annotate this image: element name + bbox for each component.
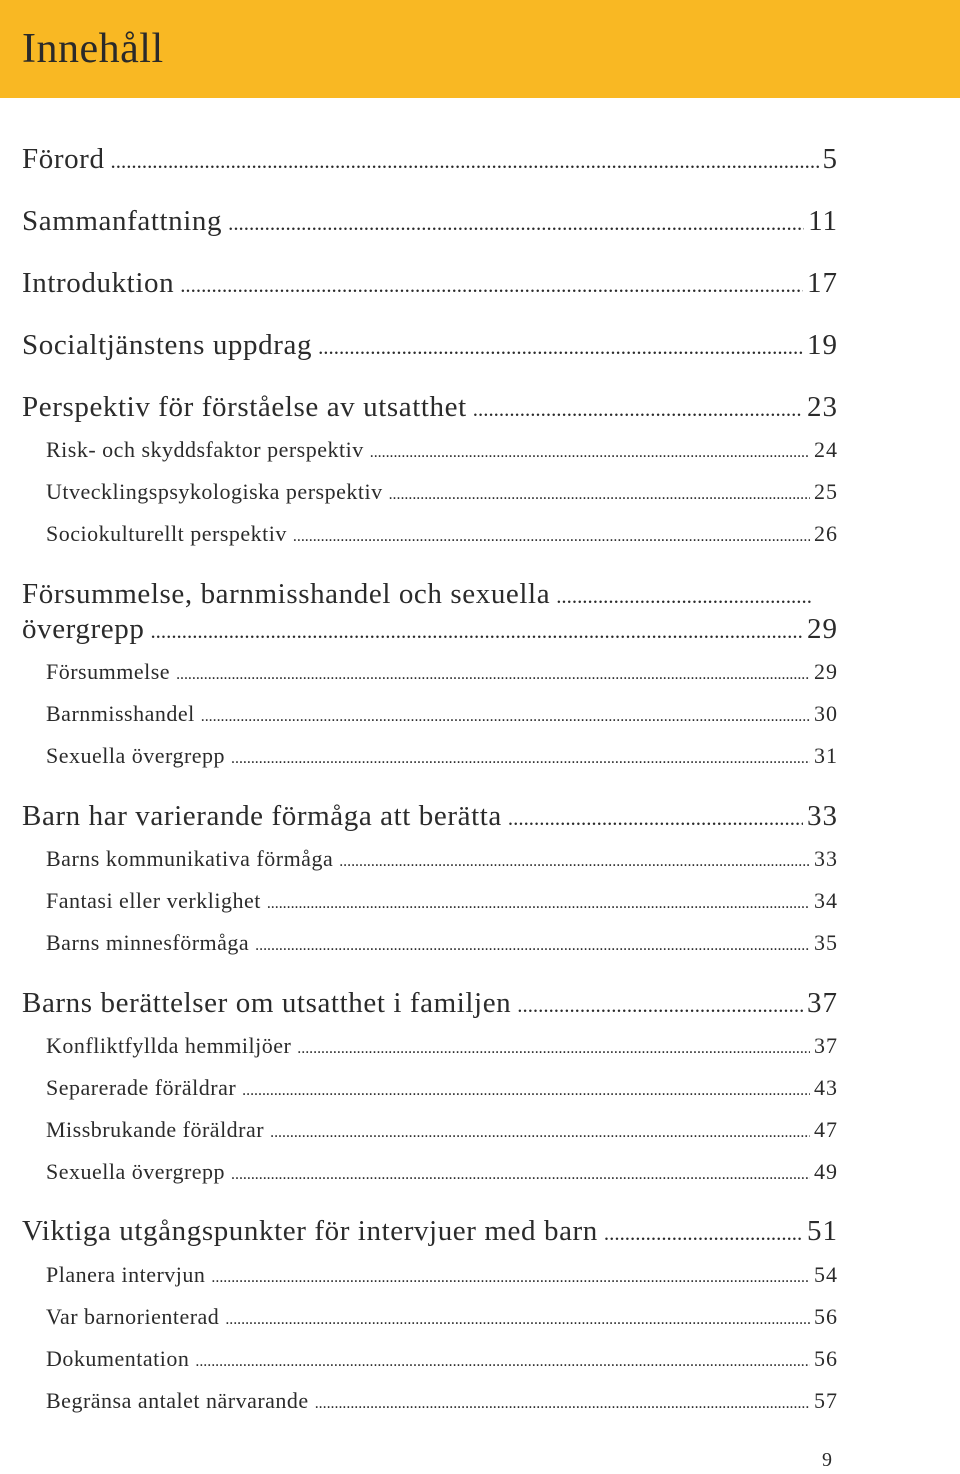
toc-subentry-sociokulturellt[interactable] [46,521,838,547]
toc-entry-label: Viktiga utgångspunkter för intervjuer med barn [22,1215,598,1247]
toc-entry-page: 17 [807,267,838,299]
toc-subentry-barnorienterad[interactable] [46,1304,838,1330]
dot-leader [150,619,803,644]
toc-entry-page: 19 [807,329,838,361]
toc-entry-label: Konfliktfyllda hemmiljöer [46,1033,292,1058]
toc-subentry-missbrukande[interactable] [46,1117,838,1143]
toc-entry-label: Sammanfattning [22,205,223,237]
toc-entry-page: 35 [814,930,838,955]
toc-entry-label: Var barnorienterad [46,1304,220,1329]
dot-leader [389,486,810,504]
toc-entry-label: Dokumentation [46,1346,190,1371]
toc-entry-page: 29 [807,613,838,645]
dot-leader [231,1166,810,1184]
toc-entry-label: Sociokulturellt perspektiv [46,521,287,546]
toc-entry-page: 51 [807,1215,838,1247]
toc-entry-label: Planera intervjun [46,1262,206,1287]
toc-entry-label: Barns berättelser om utsatthet i familjen [22,987,512,1019]
toc-subentry-sexuella-overgrepp[interactable] [46,743,838,769]
toc-entry-label: Separerade föräldrar [46,1075,237,1100]
toc-entry-label: Sexuella övergrepp [46,743,226,768]
toc-entry-sammanfattning[interactable] [22,205,838,238]
toc-entry-barns-berattelser[interactable] [22,987,838,1020]
dot-leader [176,666,810,684]
toc-entry-page: 30 [814,701,838,726]
toc-subentry-utvecklingspsykologiska[interactable] [46,479,838,505]
toc-entry-page: 43 [814,1075,838,1100]
toc-entry-page: 24 [814,437,838,462]
toc-entry-socialtjanstens-uppdrag[interactable] [22,329,838,362]
toc-entry-label: Barns kommunikativa förmåga [46,846,334,871]
toc-entry-page: 49 [814,1159,838,1184]
toc-entry-page: 5 [822,143,838,175]
toc-subentry-sexuella-overgrepp-2[interactable] [46,1159,838,1185]
page-title: Innehåll [22,26,164,72]
toc-entry-page: 26 [814,521,838,546]
dot-leader [508,806,803,831]
dot-leader [318,335,803,360]
dot-leader [270,1124,810,1142]
toc-entry-label: Missbrukande föräldrar [46,1117,265,1142]
toc-entry-label: Försummelse [46,659,171,684]
toc-subentry-dokumentation[interactable] [46,1346,838,1372]
toc-subentry-kommunikativa[interactable] [46,846,838,872]
toc-entry-page: 37 [807,987,838,1019]
toc-subentry-begransa[interactable] [46,1388,838,1414]
toc-entry-page: 29 [814,659,838,684]
dot-leader [231,750,810,768]
dot-leader [293,528,810,546]
dot-leader [370,444,810,462]
page-number: 9 [822,1449,832,1471]
toc-entry-label: Begränsa antalet närvarande [46,1388,309,1413]
toc-entry-page: 33 [814,846,838,871]
toc-entry-page: 37 [814,1033,838,1058]
toc-entry-page: 54 [814,1262,838,1287]
toc-entry-barn-har-varierande[interactable] [22,800,838,833]
dot-leader [180,273,803,298]
dot-leader [517,993,803,1018]
toc-entry-label: Barns minnesförmåga [46,930,250,955]
dot-leader [339,853,810,871]
dot-leader [225,1311,810,1329]
toc-entry-page: 57 [814,1388,838,1413]
dot-leader [201,708,810,726]
toc-entry-label: Barn har varierande förmåga att berätta [22,800,502,832]
toc-entry-label: övergrepp [22,613,145,645]
dot-leader [604,1221,803,1246]
toc-entry-forord[interactable] [22,143,838,176]
toc-entry-page: 25 [814,479,838,504]
dot-leader [242,1082,810,1100]
toc-entry-label: Sexuella övergrepp [46,1159,226,1184]
toc-entry-perspektiv[interactable] [22,391,838,424]
dot-leader [111,149,819,174]
toc-entry-label: Försummelse, barnmisshandel och sexuella [22,578,551,610]
toc-entry-label: Socialtjänstens uppdrag [22,329,313,361]
toc-entry-viktiga-utgangspunkter[interactable] [22,1215,838,1248]
toc-subentry-separerade[interactable] [46,1075,838,1101]
toc-entry-page: 56 [814,1346,838,1371]
toc-entry-forsummelse-heading-line2[interactable] [22,613,838,646]
dot-leader [315,1395,810,1413]
dot-leader [556,584,812,609]
toc-subentry-risk-och-skyddsfaktor[interactable] [46,437,838,463]
toc-subentry-barnmisshandel[interactable] [46,701,838,727]
toc-entry-label: Utvecklingspsykologiska perspektiv [46,479,383,504]
toc-entry-page: 23 [807,391,838,423]
toc-entry-page: 31 [814,743,838,768]
dot-leader [473,397,803,422]
dot-leader [228,211,804,236]
toc-entry-label: Förord [22,143,105,175]
toc-subentry-minnesformaga[interactable] [46,930,838,956]
toc-entry-page: 47 [814,1117,838,1142]
toc-entry-label: Fantasi eller verklighet [46,888,261,913]
toc-entry-introduktion[interactable] [22,267,838,300]
dot-leader [267,895,810,913]
toc-subentry-planera[interactable] [46,1262,838,1288]
toc-subentry-konfliktfyllda[interactable] [46,1033,838,1059]
toc-entry-page: 34 [814,888,838,913]
toc-entry-label: Risk- och skyddsfaktor perspektiv [46,437,364,462]
dot-leader [195,1353,810,1371]
dot-leader [211,1269,810,1287]
toc-entry-page: 33 [807,800,838,832]
toc-entry-label: Introduktion [22,267,175,299]
dot-leader [255,937,810,955]
toc-entry-page: 11 [808,205,838,237]
toc-subentry-fantasi[interactable] [46,888,838,914]
toc-entry-label: Barnmisshandel [46,701,195,726]
dot-leader [297,1040,810,1058]
toc-entry-page: 56 [814,1304,838,1329]
toc-entry-forsummelse-heading-line1[interactable] [22,578,816,611]
toc-entry-label: Perspektiv för förståelse av utsatthet [22,391,467,423]
toc-subentry-forsummelse[interactable] [46,659,838,685]
